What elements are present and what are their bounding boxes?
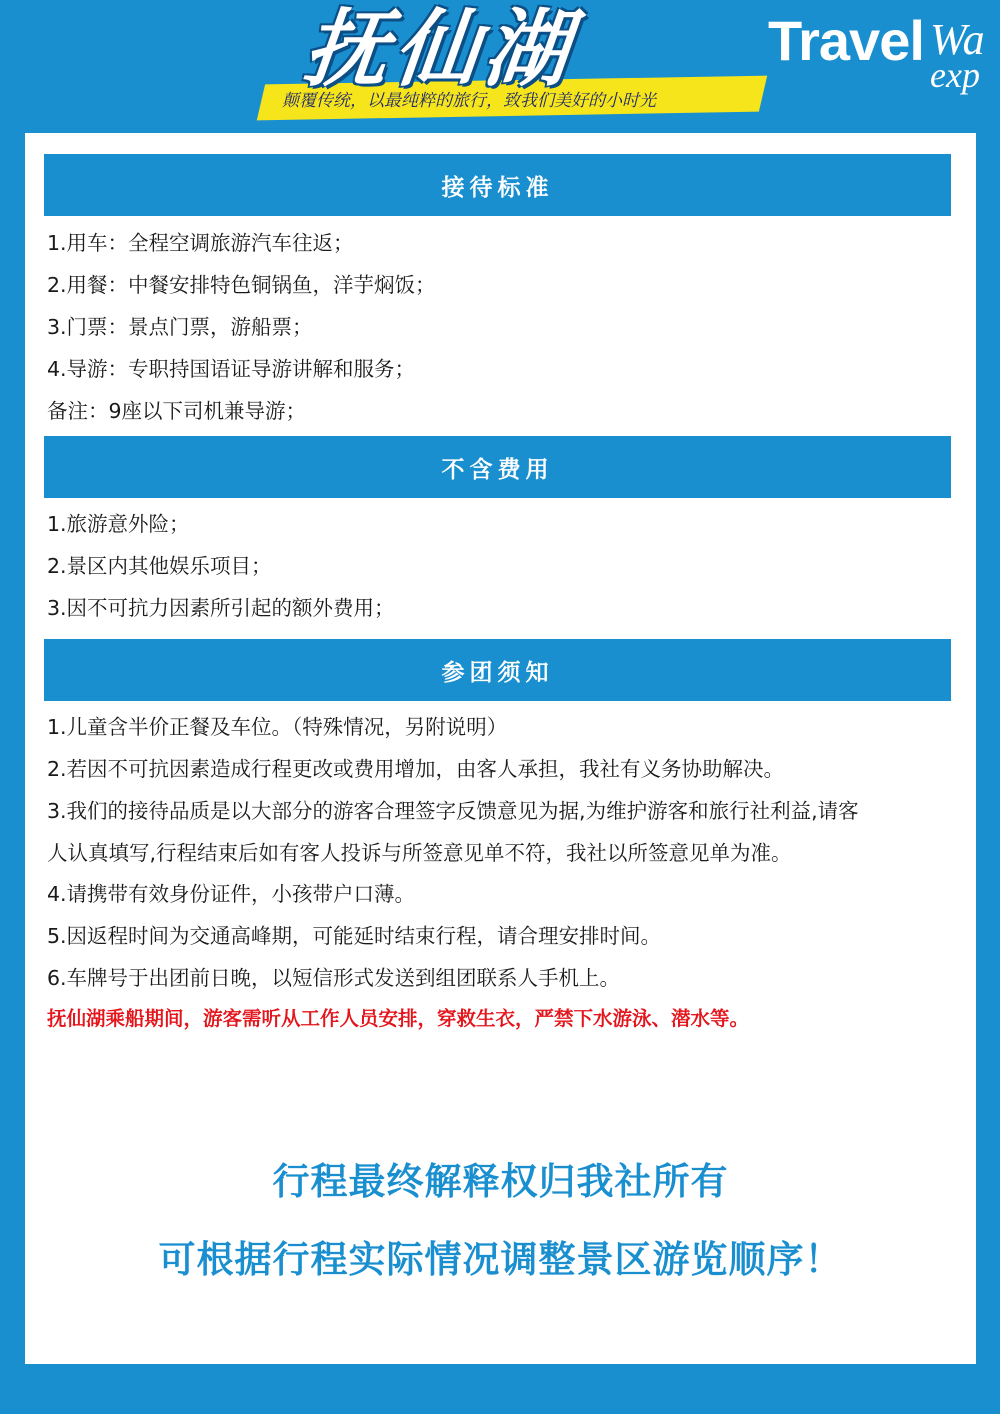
- reception-line: 2.用餐：中餐安排特色铜锅鱼，洋芋焖饭；: [47, 273, 436, 297]
- safety-warning: 抚仙湖乘船期间，游客需听从工作人员安排，穿救生衣，严禁下水游泳、潜水等。: [47, 1007, 750, 1030]
- notice-line: 5.因返程时间为交通高峰期，可能延时结束行程，请合理安排时间。: [47, 924, 662, 948]
- slogan-text: 颠覆传统，以最纯粹的旅行，致我们美好的小时光: [282, 91, 656, 111]
- notice-line: 1.儿童含半价正餐及车位。（特殊情况，另附说明）: [47, 715, 508, 739]
- reception-line: 4.导游：专职持国语证导游讲解和服务；: [47, 357, 416, 381]
- reception-line: 1.用车：全程空调旅游汽车往返；: [47, 231, 354, 255]
- header-banner: [0, 0, 1000, 132]
- closing-statement: 可根据行程实际情况调整景区游览顺序！: [158, 1238, 843, 1281]
- reception-note: 备注：9座以下司机兼导游；: [47, 399, 307, 423]
- section-header-reception: 接待标准: [44, 154, 951, 216]
- script-logo-subtext: exp: [930, 55, 980, 95]
- page-title: 抚仙湖: [299, 0, 580, 98]
- reception-line: 3.门票：景点门票，游船票；: [47, 315, 313, 339]
- content-panel: [25, 133, 976, 1364]
- excluded-line: 3.因不可抗力因素所引起的额外费用；: [47, 596, 395, 620]
- notice-line: 人认真填写,行程结束后如有客人投诉与所签意见单不符，我社以所签意见单为准。: [47, 841, 792, 865]
- script-logo-text: Wa: [930, 15, 985, 64]
- section-header-excluded: 不含费用: [44, 436, 951, 498]
- travel-logo-text: Travel: [768, 9, 924, 72]
- excluded-line: 2.景区内其他娱乐项目；: [47, 554, 272, 578]
- section-header-notice: 参团须知: [44, 639, 951, 701]
- notice-line: 2.若因不可抗因素造成行程更改或费用增加，由客人承担，我社有义务协助解决。: [47, 757, 785, 781]
- excluded-line: 1.旅游意外险；: [47, 512, 190, 536]
- notice-line: 6.车牌号于出团前日晚，以短信形式发送到组团联系人手机上。: [47, 966, 621, 990]
- closing-statement: 行程最终解释权归我社所有: [272, 1160, 729, 1203]
- notice-line: 3.我们的接待品质是以大部分的游客合理签字反馈意见为据,为维护游客和旅行社利益,请客: [47, 799, 859, 823]
- notice-line: 4.请携带有效身份证件，小孩带户口薄。: [47, 882, 416, 906]
